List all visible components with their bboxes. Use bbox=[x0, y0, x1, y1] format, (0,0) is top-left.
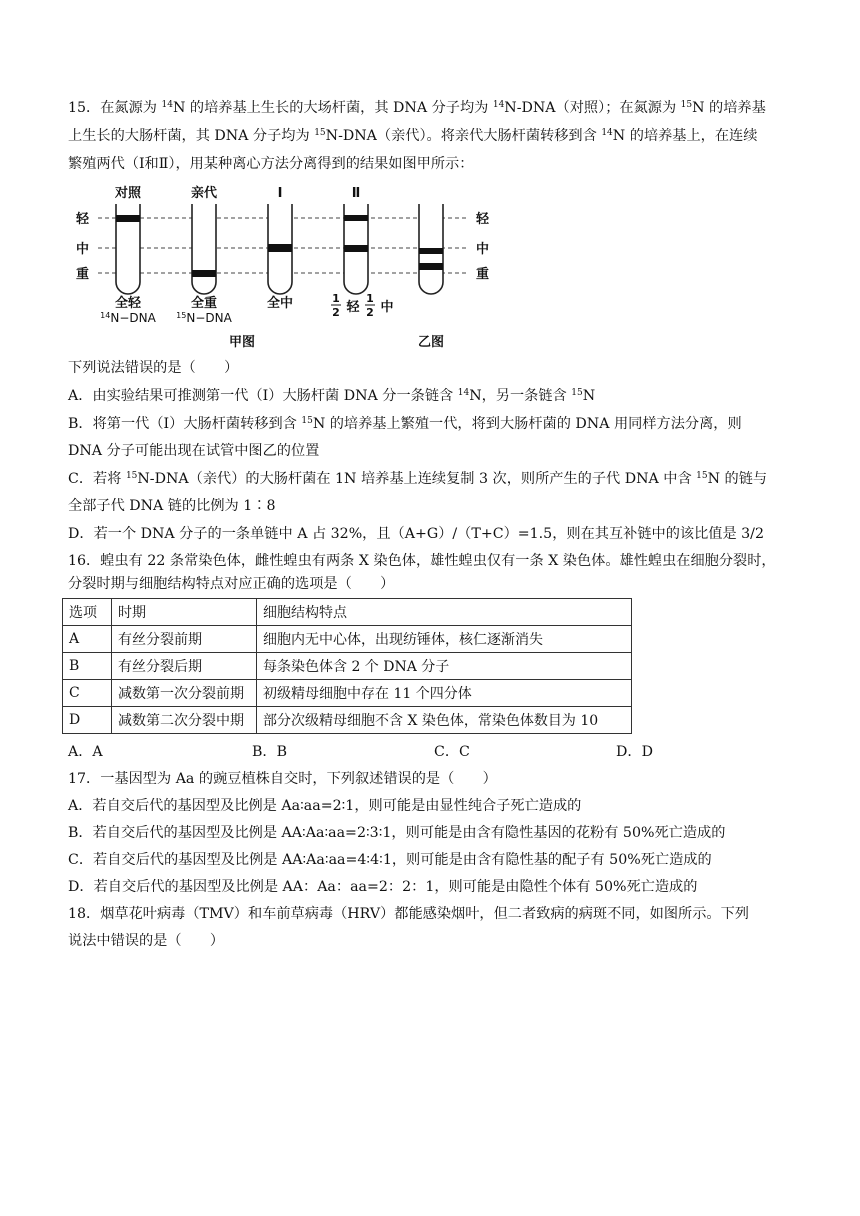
tube-caption-control: 全轻 bbox=[114, 296, 142, 311]
q16-line-2: 分裂时期与细胞结构特点对应正确的选项是（ ） bbox=[68, 576, 395, 592]
table-header-cell: 选项 bbox=[63, 599, 112, 626]
q15-line-1: 15．在氮源为 $^{14}$N 的培养基上生长的大场杆菌，其 DNA 分子均为 $^{14}$N-DNA（对照）；在氮源为 $^{15}$N 的培养基 bbox=[68, 100, 766, 116]
q17-option-b: B．若自交后代的基因型及比例是 AA∶Aa∶aa=2∶3∶1，则可能是由含有隐性基因的花粉有 50%死亡造成的 bbox=[68, 825, 726, 841]
q16-option-c: C．C bbox=[434, 744, 470, 760]
table-row bbox=[63, 653, 632, 680]
tube-caption-parent-dna: $^{15}$N−DNA bbox=[176, 311, 232, 325]
q16-line-1: 16．蝗虫有 22 条常染色体，雌性蝗虫有两条 X 染色体，雄性蝗虫仅有一条 X 染色体。雄性蝗虫在细胞分裂时， bbox=[68, 553, 776, 569]
q15-option-b-line1: B．将第一代（Ⅰ）大肠杆菌转移到含 $^{15}$N 的培养基上繁殖一代，将到大肠杆菌的 DNA 用同样方法分离，则 bbox=[68, 416, 742, 432]
tube-label-control: 对照 bbox=[114, 186, 142, 201]
q16-table bbox=[62, 598, 632, 734]
tube-label-gen2: Ⅱ bbox=[351, 186, 361, 201]
q15-line-2: 上生长的大肠杆菌，其 DNA 分子均为 $^{15}$N-DNA（亲代）。将亲代大肠杆菌转移到含 $^{14}$N 的培养基上，在连续 bbox=[68, 128, 758, 144]
table-cell: 有丝分裂后期 bbox=[112, 653, 257, 680]
dna-band-middle bbox=[268, 244, 292, 252]
fraction-denominator: 2 bbox=[332, 306, 340, 319]
table-header-cell: 细胞结构特点 bbox=[257, 599, 632, 626]
q17-option-d: D．若自交后代的基因型及比例是 AA：Aa：aa=2：2：1，则可能是由隐性个体有 50%死亡造成的 bbox=[68, 879, 698, 895]
right-label-light: 轻 bbox=[476, 212, 490, 227]
left-label-middle: 中 bbox=[76, 242, 90, 257]
tube-caption-control-dna: $^{14}$N−DNA bbox=[100, 311, 156, 325]
table-header-row bbox=[63, 599, 632, 626]
caption-light-word: 轻 bbox=[346, 300, 360, 315]
q17-option-a: A．若自交后代的基因型及比例是 Aa∶aa=2∶1，则可能是由显性纯合子死亡造成的 bbox=[68, 798, 582, 814]
right-label-heavy: 重 bbox=[476, 267, 490, 282]
left-label-heavy: 重 bbox=[76, 267, 90, 282]
fraction-numerator: 1 bbox=[332, 292, 340, 305]
q15-option-a: A．由实验结果可推测第一代（Ⅰ）大肠杆菌 DNA 分一条链含 $^{14}$N，另一条链含 $^{15}$N bbox=[68, 388, 596, 404]
table-row bbox=[63, 707, 632, 734]
table-cell: 部分次级精母细胞不含 X 染色体，常染色体数目为 10 bbox=[257, 707, 632, 734]
caption-jia: 甲图 bbox=[228, 335, 256, 350]
q17-stem: 17．一基因型为 Aa 的豌豆植株自交时，下列叙述错误的是（ ） bbox=[68, 771, 497, 787]
test-tube-parent bbox=[192, 204, 216, 294]
tube-label-gen1: Ⅰ bbox=[277, 186, 283, 201]
fraction-denominator: 2 bbox=[366, 306, 374, 319]
table-cell: C bbox=[63, 680, 112, 707]
q16-options bbox=[68, 741, 794, 761]
q18-line-1: 18．烟草花叶病毒（TMV）和车前草病毒（HRV）都能感染烟叶，但二者致病的病斑不同，如图所示。下列 bbox=[68, 906, 749, 922]
tube-caption-parent: 全重 bbox=[190, 296, 218, 311]
table-cell: 细胞内无中心体，出现纺锤体，核仁逐渐消失 bbox=[257, 626, 632, 653]
dna-band-heavy bbox=[192, 270, 216, 277]
q17-option-c: C．若自交后代的基因型及比例是 AA∶Aa∶aa=4∶4∶1，则可能是由含有隐性基的配子有 50%死亡造成的 bbox=[68, 852, 712, 868]
caption-middle-word: 中 bbox=[380, 300, 394, 315]
q15-option-d: D．若一个 DNA 分子的一条单链中 A 占 32%，且（A+G）/（T+C）=1.5，则在其互补链中的该比值是 3/2 bbox=[68, 526, 764, 542]
dna-band-light bbox=[344, 215, 368, 221]
table-cell: 有丝分裂前期 bbox=[112, 626, 257, 653]
table-header-cell: 时期 bbox=[112, 599, 257, 626]
centrifuge-figure bbox=[76, 184, 496, 352]
table-cell: 初级精母细胞中存在 11 个四分体 bbox=[257, 680, 632, 707]
table-cell: 减数第二次分裂中期 bbox=[112, 707, 257, 734]
q15-option-b-line2: DNA 分子可能出现在试管中图乙的位置 bbox=[68, 443, 320, 459]
fraction-numerator: 1 bbox=[366, 292, 374, 305]
q15-line-3: 繁殖两代（Ⅰ和Ⅱ），用某种离心方法分离得到的结果如图甲所示： bbox=[68, 156, 474, 172]
q16-option-d: D．D bbox=[616, 744, 653, 760]
q16-option-b: B．B bbox=[252, 744, 288, 760]
table-cell: D bbox=[63, 707, 112, 734]
table-cell: B bbox=[63, 653, 112, 680]
table-row bbox=[63, 626, 632, 653]
q15-option-c-line2: 全部子代 DNA 链的比例为 1∶8 bbox=[68, 498, 276, 514]
dna-band-heavy bbox=[419, 263, 443, 270]
table-cell: 减数第一次分裂前期 bbox=[112, 680, 257, 707]
q15-stem: 下列说法错误的是（ ） bbox=[68, 360, 239, 376]
table-cell: A bbox=[63, 626, 112, 653]
table-cell: 每条染色体含 2 个 DNA 分子 bbox=[257, 653, 632, 680]
dna-band-middle bbox=[419, 248, 443, 254]
tube-label-parent: 亲代 bbox=[190, 186, 218, 201]
table-row bbox=[63, 680, 632, 707]
tube-caption-gen1: 全中 bbox=[266, 296, 294, 311]
left-label-light: 轻 bbox=[76, 212, 90, 227]
right-label-middle: 中 bbox=[476, 242, 490, 257]
caption-yi: 乙图 bbox=[417, 335, 445, 350]
dna-band-light bbox=[116, 215, 140, 222]
dna-band-middle bbox=[344, 245, 368, 252]
q15-option-c-line1: C．若将 $^{15}$N-DNA（亲代）的大肠杆菌在 1N 培养基上连续复制 3 次，则所产生的子代 DNA 中含 $^{15}$N 的链与 bbox=[68, 471, 768, 487]
q16-option-a: A．A bbox=[68, 744, 103, 760]
q18-line-2: 说法中错误的是（ ） bbox=[68, 933, 225, 949]
